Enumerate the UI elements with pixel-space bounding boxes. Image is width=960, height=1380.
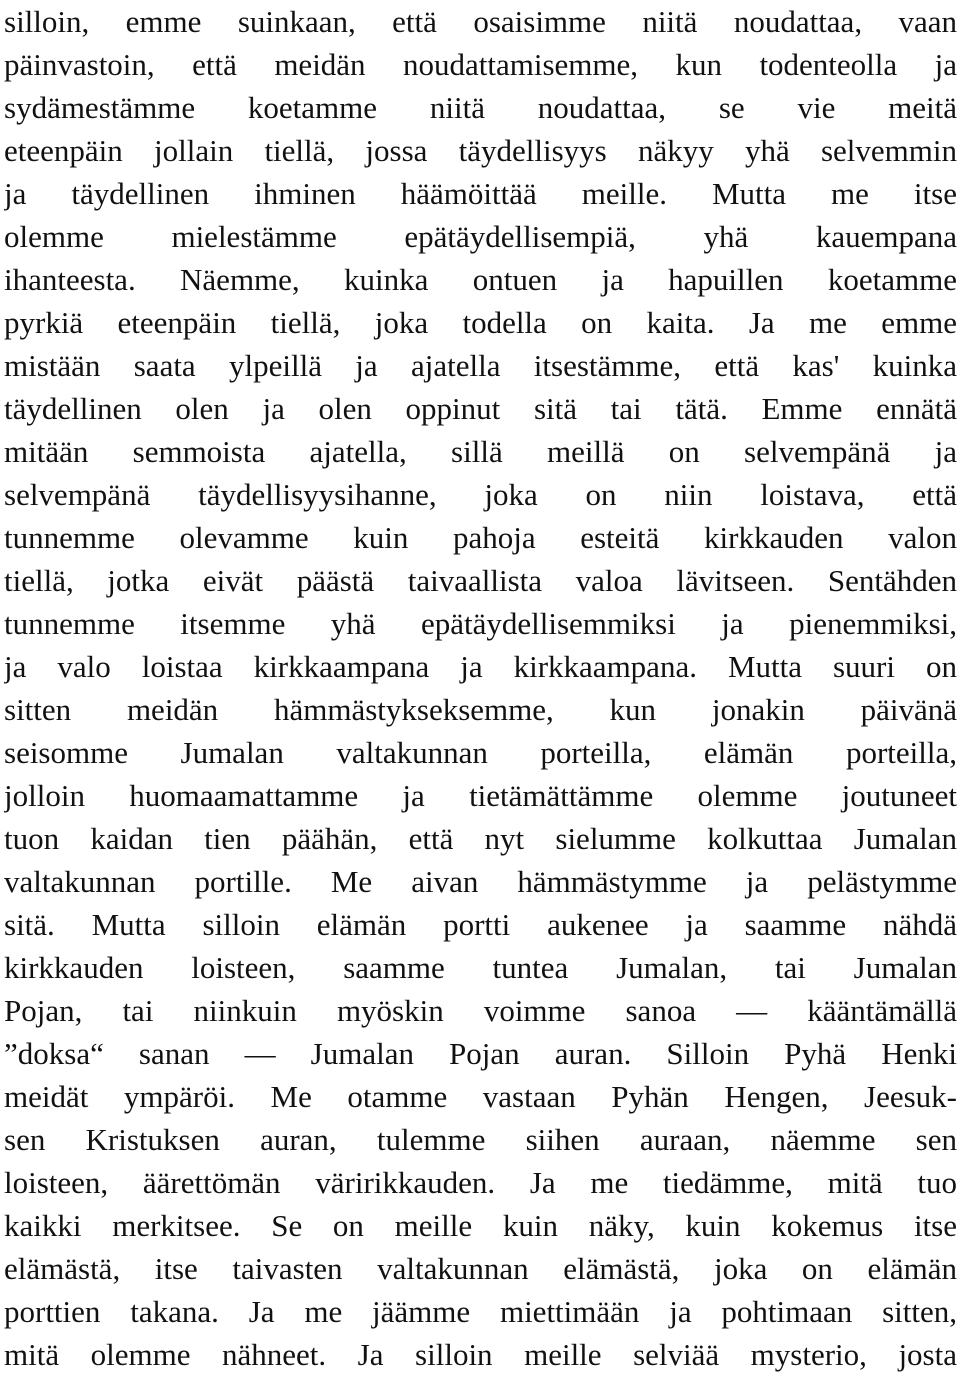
text-line-10: täydellinen olen ja olen oppinut sitä tai tätä. Emme ennätä xyxy=(4,391,957,426)
text-line-17: sitten meidän hämmästykseksemme, kun jonakin päivänä xyxy=(4,692,957,727)
text-line-8: pyrkiä eteenpäin tiellä, joka todella on kaita. Ja me emme xyxy=(4,305,957,340)
text-line-31: porttien takana. Ja me jäämme miettimään ja pohtimaan sitten, xyxy=(4,1294,957,1329)
text-line-32: mitä olemme nähneet. Ja silloin meille selviää mysterio, josta xyxy=(4,1337,957,1372)
text-line-12: selvempänä täydellisyysihanne, joka on niin loistava, että xyxy=(4,477,957,512)
text-line-28: loisteen, äärettömän väririkkauden. Ja me tiedämme, mitä tuo xyxy=(4,1165,957,1200)
text-line-16: ja valo loistaa kirkkaampana ja kirkkaampana. Mutta suuri on xyxy=(4,649,957,684)
text-line-18: seisomme Jumalan valtakunnan porteilla, elämän porteilla, xyxy=(4,735,957,770)
text-line-25: ”doksa“ sanan — Jumalan Pojan auran. Silloin Pyhä Henki xyxy=(4,1036,957,1071)
text-line-30: elämästä, itse taivasten valtakunnan elämästä, joka on elämän xyxy=(4,1251,957,1286)
text-line-29: kaikki merkitsee. Se on meille kuin näky, kuin kokemus itse xyxy=(4,1208,957,1243)
text-line-22: sitä. Mutta silloin elämän portti aukenee ja saamme nähdä xyxy=(4,907,957,942)
document-page xyxy=(4,0,957,1380)
text-line-7: ihanteesta. Näemme, kuinka ontuen ja hapuillen koetamme xyxy=(4,262,957,297)
text-line-6: olemme mielestämme epätäydellisempiä, yhä kauempana xyxy=(4,219,957,254)
text-line-21: valtakunnan portille. Me aivan hämmästymme ja pelästymme xyxy=(4,864,957,899)
text-line-20: tuon kaidan tien päähän, että nyt sielumme kolkuttaa Jumalan xyxy=(4,821,957,856)
text-line-26: meidät ympäröi. Me otamme vastaan Pyhän Hengen, Jeesuk- xyxy=(4,1079,957,1114)
text-line-15: tunnemme itsemme yhä epätäydellisemmiksi ja pienemmiksi, xyxy=(4,606,957,641)
text-line-27: sen Kristuksen auran, tulemme siihen auraan, näemme sen xyxy=(4,1122,957,1157)
text-line-2: päinvastoin, että meidän noudattamisemme, kun todenteolla ja xyxy=(4,47,957,82)
text-line-19: jolloin huomaamattamme ja tietämättämme olemme joutuneet xyxy=(4,778,957,813)
text-line-11: mitään semmoista ajatella, sillä meillä on selvempänä ja xyxy=(4,434,957,469)
text-line-4: eteenpäin jollain tiellä, jossa täydellisyys näkyy yhä selvemmin xyxy=(4,133,957,168)
text-line-9: mistään saata ylpeillä ja ajatella itsestämme, että kas' kuinka xyxy=(4,348,957,383)
text-line-5: ja täydellinen ihminen häämöittää meille. Mutta me itse xyxy=(4,176,957,211)
text-line-1: silloin, emme suinkaan, että osaisimme niitä noudattaa, vaan xyxy=(4,4,957,39)
text-line-23: kirkkauden loisteen, saamme tuntea Jumalan, tai Jumalan xyxy=(4,950,957,985)
text-line-3: sydämestämme koetamme niitä noudattaa, se vie meitä xyxy=(4,90,957,125)
text-line-13: tunnemme olevamme kuin pahoja esteitä kirkkauden valon xyxy=(4,520,957,555)
text-line-14: tiellä, jotka eivät päästä taivaallista valoa lävitseen. Sentähden xyxy=(4,563,957,598)
text-line-24: Pojan, tai niinkuin myöskin voimme sanoa — kääntämällä xyxy=(4,993,957,1028)
